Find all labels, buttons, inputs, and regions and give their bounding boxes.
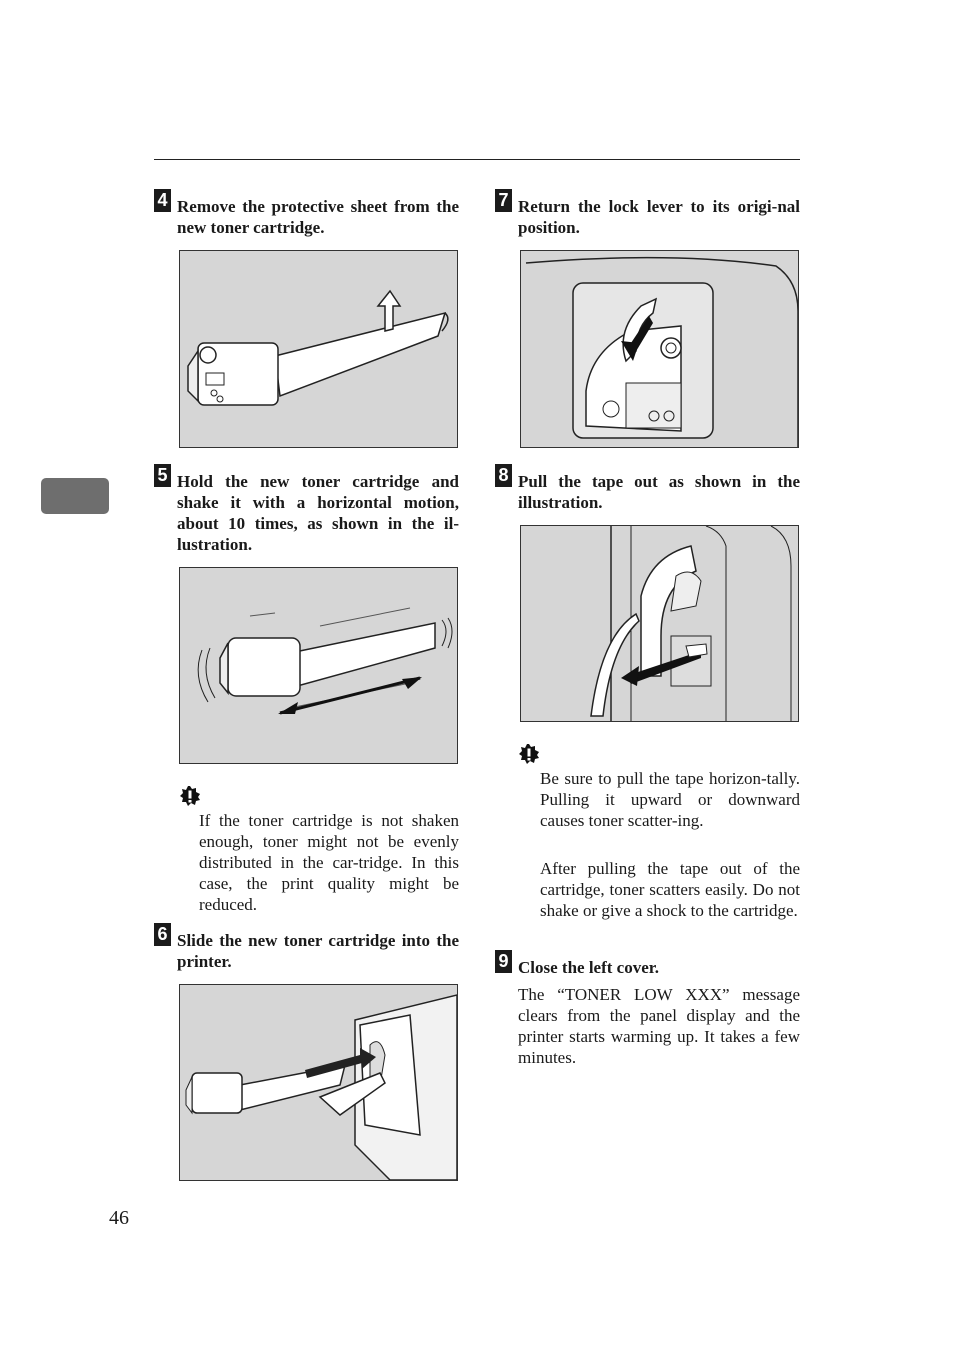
slide-cartridge-illustration: [180, 985, 457, 1180]
step-number-6: 6: [154, 923, 171, 946]
note-shake-text: If the toner cartridge is not shaken enough, toner might not be evenly distributed in the car-tridge. In this case, the print quality might be reduced.: [199, 811, 459, 914]
toner-cartridge-sheet-illustration: [180, 251, 457, 447]
step-4-heading: Remove the protective sheet from the new toner cartridge.: [177, 197, 459, 237]
pull-tape-illustration: [521, 526, 798, 721]
step-number-7: 7: [495, 189, 512, 212]
page-number: 46: [109, 1207, 129, 1229]
close-cover-body-text: The “TONER LOW XXX” message clears from the panel display and the printer starts warming up. It takes a few minutes.: [518, 985, 800, 1067]
step-6-heading: Slide the new toner cartridge into the printer.: [177, 931, 459, 971]
important-note-icon: [179, 785, 201, 807]
chapter-tab: [41, 478, 109, 514]
figure-slide-cartridge: [179, 984, 458, 1181]
step-number-8: 8: [495, 464, 512, 487]
figure-remove-protective-sheet: [179, 250, 458, 448]
note-tape-text-1: Be sure to pull the tape horizon-tally. Pulling it upward or downward causes toner scatter-ing.: [540, 769, 800, 830]
note-tape-text-2: After pulling the tape out of the cartridge, toner scatters easily. Do not shake or give a shock to the cartridge.: [540, 859, 800, 920]
important-note-icon: [518, 743, 540, 765]
step-7-heading: Return the lock lever to its origi-nal position.: [518, 197, 800, 237]
shake-cartridge-illustration: [180, 568, 457, 763]
step-number-4: 4: [154, 189, 171, 212]
step-9-heading: Close the left cover.: [518, 958, 659, 977]
figure-shake-cartridge: [179, 567, 458, 764]
step-number-9: 9: [495, 950, 512, 973]
figure-pull-tape: [520, 525, 799, 722]
step-5-heading: Hold the new toner cartridge and shake it with a horizontal motion, about 10 times, as shown in the il-lustration.: [177, 472, 459, 554]
figure-lock-lever: [520, 250, 799, 448]
step-number-5: 5: [154, 464, 171, 487]
lock-lever-illustration: [521, 251, 798, 447]
step-8-heading: Pull the tape out as shown in the illustration.: [518, 472, 800, 512]
header-rule: [154, 159, 800, 160]
